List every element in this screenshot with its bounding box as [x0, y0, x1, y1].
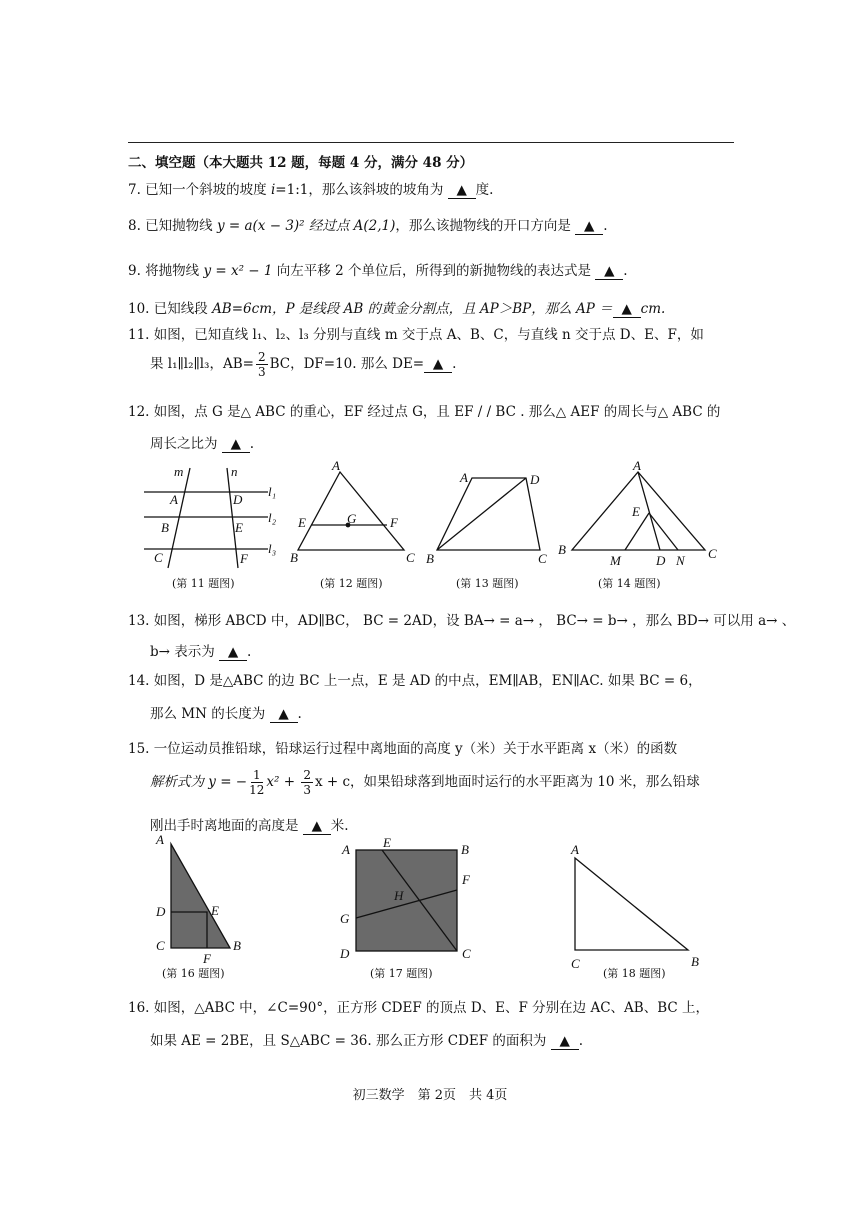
fig14-label-C: C — [708, 546, 717, 561]
answer-blank: ▲ — [424, 356, 452, 373]
answer-blank: ▲ — [270, 706, 298, 723]
q7-text-c: =1:1，那么该斜坡的坡角为 — [275, 182, 448, 198]
fig12-label-A: A — [332, 458, 340, 473]
q15-text-a: 解析式为 y = − — [150, 774, 248, 790]
answer-blank: ▲ — [551, 1033, 579, 1050]
fig17-label-G: G — [340, 911, 350, 926]
question-8 — [128, 214, 608, 235]
fig17-label-H: H — [394, 888, 404, 903]
fig16-label-D: D — [156, 904, 166, 919]
fig11-label-l1: l₁ — [268, 484, 277, 499]
fraction-numerator: 2 — [303, 768, 311, 782]
answer-blank: ▲ — [448, 182, 476, 199]
fig12-label-C: C — [406, 550, 415, 565]
fig14-label-N: N — [676, 553, 685, 568]
section-title: 二、填空题（本大题共 12 题，每题 4 分，满分 48 分） — [128, 155, 474, 171]
q15-text-b: x² + — [266, 774, 300, 790]
fig12-label-B: B — [290, 550, 298, 565]
q8-text-a: 8. 已知抛物线 — [128, 218, 217, 234]
caption-fig-14: (第 14 题图) — [598, 577, 661, 590]
fig17-label-F: F — [462, 872, 470, 887]
fig11-label-D: D — [233, 492, 243, 507]
question-16-line-2 — [150, 1029, 583, 1050]
q8-text-b: y = a(x − 3)² 经过点 A(2,1) — [216, 218, 396, 234]
caption-fig-17: (第 17 题图) — [370, 967, 433, 980]
fraction-numerator: 2 — [257, 350, 266, 364]
q10-text-a: 10. 已知线段 — [128, 301, 213, 317]
q15-text-e: 米. — [330, 818, 349, 834]
q16-text-b: . — [578, 1033, 584, 1049]
fig12-label-F: F — [390, 515, 398, 530]
figure-13 — [437, 478, 540, 550]
q12-text-a: 周长之比为 — [150, 436, 222, 452]
question-11-line-2 — [150, 350, 456, 379]
q15-text-d: 刚出手时离地面的高度是 — [150, 818, 303, 834]
q7-text-a: 7. 已知一个斜坡的坡度 — [128, 182, 271, 198]
q14-text-b: . — [297, 706, 302, 722]
fig11-label-C: C — [154, 550, 163, 565]
question-15-line-1: 15. 一位运动员推铅球，铅球运行过程中离地面的高度 y（米）关于水平距离 x（米）的函数 — [128, 741, 678, 757]
q9-text-a: 9. 将抛物线 — [128, 263, 204, 279]
fig11-label-A: A — [170, 492, 178, 507]
caption-fig-18: (第 18 题图) — [603, 967, 666, 980]
q16-text-a: 如果 AE = 2BE，且 S△ABC = 36. 那么正方形 CDEF 的面积为 — [150, 1033, 551, 1049]
fraction — [301, 768, 313, 797]
question-12-line-2 — [150, 432, 254, 453]
fig13-label-B: B — [426, 551, 434, 566]
fig13-label-A: A — [460, 470, 468, 485]
q9-text-b: y = x² − 1 — [203, 263, 273, 279]
q8-text-d: . — [603, 218, 608, 234]
q11-text-b: BC，DF=10. 那么 DE= — [269, 356, 425, 372]
answer-blank: ▲ — [575, 218, 603, 235]
answer-blank: ▲ — [222, 436, 250, 453]
figure-16 — [171, 844, 230, 948]
fig11-label-l3: l₃ — [268, 541, 277, 556]
q9-text-d: . — [623, 263, 628, 279]
caption-fig-13: (第 13 题图) — [456, 577, 519, 590]
q14-text-a: 那么 MN 的长度为 — [150, 706, 270, 722]
fig17-label-C: C — [462, 946, 471, 961]
q11-text-a: 果 l₁∥l₂∥l₃，AB= — [150, 356, 254, 372]
question-9 — [128, 259, 628, 280]
fig12-label-E: E — [298, 515, 306, 530]
answer-blank: ▲ — [219, 644, 247, 661]
fig17-label-B: B — [461, 842, 469, 857]
fig18-label-B: B — [691, 954, 699, 969]
fig14-label-B: B — [558, 542, 566, 557]
fig17-label-E: E — [383, 835, 391, 850]
fig16-label-A: A — [156, 832, 164, 847]
fig14-label-M: M — [610, 553, 621, 568]
fig11-label-E: E — [235, 520, 243, 535]
fig16-label-B: B — [233, 938, 241, 953]
q10-text-d: cm. — [640, 301, 666, 317]
fig14-label-A: A — [633, 458, 641, 473]
top-rule — [128, 142, 734, 143]
question-15-line-2 — [150, 768, 700, 797]
q8-text-c: ，那么该抛物线的开口方向是 — [395, 218, 576, 234]
fig14-label-D: D — [656, 553, 666, 568]
fig11-label-n: n — [231, 464, 238, 479]
figures-row-2 — [130, 828, 730, 978]
fraction-denominator: 3 — [303, 783, 311, 797]
fig11-label-F: F — [240, 551, 248, 566]
question-11-line-1: 11. 如图，已知直线 l₁、l₂、l₃ 分别与直线 m 交于点 A、B、C，与直线 n 交于点 D、E、F，如 — [128, 327, 704, 343]
caption-fig-11: (第 11 题图) — [172, 577, 235, 590]
answer-blank: ▲ — [303, 818, 331, 835]
fraction — [249, 768, 264, 797]
fraction-numerator: 1 — [252, 768, 261, 782]
fig16-label-E: E — [211, 903, 219, 918]
q13-text-b: . — [247, 644, 252, 660]
q7-text-b: i — [270, 182, 276, 198]
answer-blank: ▲ — [595, 263, 623, 280]
q10-text-b: AB=6cm，P 是线段 AB 的黄金分割点，且 AP＞BP，那么 AP ＝ — [212, 301, 613, 317]
fig16-label-C: C — [156, 938, 165, 953]
fig17-label-D: D — [340, 946, 350, 961]
caption-fig-16: (第 16 题图) — [162, 967, 225, 980]
fig11-label-m: m — [174, 464, 184, 479]
q7-text-d: 度. — [475, 182, 494, 198]
question-13-line-2 — [150, 640, 251, 661]
fig18-label-C: C — [571, 956, 580, 971]
q13-text-a: b→ 表示为 — [150, 644, 220, 660]
fig11-label-B: B — [161, 520, 169, 535]
q12-text-b: . — [249, 436, 255, 452]
caption-fig-12: (第 12 题图) — [320, 577, 383, 590]
fraction-denominator: 3 — [257, 365, 266, 379]
fraction — [256, 350, 268, 379]
question-7 — [128, 178, 493, 199]
fig13-label-C: C — [538, 551, 547, 566]
fig18-label-A: A — [571, 842, 579, 857]
answer-blank: ▲ — [613, 301, 641, 318]
fig14-label-E: E — [632, 504, 640, 519]
question-16-line-1: 16. 如图，△ABC 中，∠C=90°，正方形 CDEF 的顶点 D、E、F 分别在边 AC、AB、BC 上， — [128, 1000, 709, 1016]
figure-17 — [356, 850, 457, 951]
q15-text-c: x + c，如果铅球落到地面时运行的水平距离为 10 米，那么铅球 — [314, 774, 700, 790]
question-12-line-1: 12. 如图，点 G 是△ ABC 的重心，EF 经过点 G，且 EF / / BC . 那么△ AEF 的周长与△ ABC 的 — [128, 404, 721, 420]
question-14-line-1: 14. 如图，D 是△ABC 的边 BC 上一点，E 是 AD 的中点，EM∥AB，EN∥AC. 如果 BC = 6， — [128, 673, 702, 689]
page-footer: 初三数学 第 2页 共 4页 — [352, 1088, 508, 1103]
q9-text-c: 向左平移 2 个单位后，所得到的新抛物线的表达式是 — [272, 263, 596, 279]
figure-18 — [575, 858, 688, 950]
fig16-label-F: F — [203, 951, 211, 966]
fig13-label-D: D — [530, 472, 540, 487]
question-14-line-2 — [150, 702, 302, 723]
fig11-label-l2: l₂ — [268, 510, 277, 525]
fraction-denominator: 12 — [249, 783, 265, 797]
question-10 — [128, 297, 665, 318]
q11-text-c: . — [452, 356, 457, 372]
question-13-line-1: 13. 如图，梯形 ABCD 中，AD∥BC， BC = 2AD，设 BA→ = a→ ， BC→ = b→ ，那么 BD→ 可以用 a→ 、 — [128, 613, 796, 629]
fig17-label-A: A — [342, 842, 350, 857]
fig12-label-G: G — [347, 511, 357, 526]
figures-row-1 — [130, 458, 730, 593]
